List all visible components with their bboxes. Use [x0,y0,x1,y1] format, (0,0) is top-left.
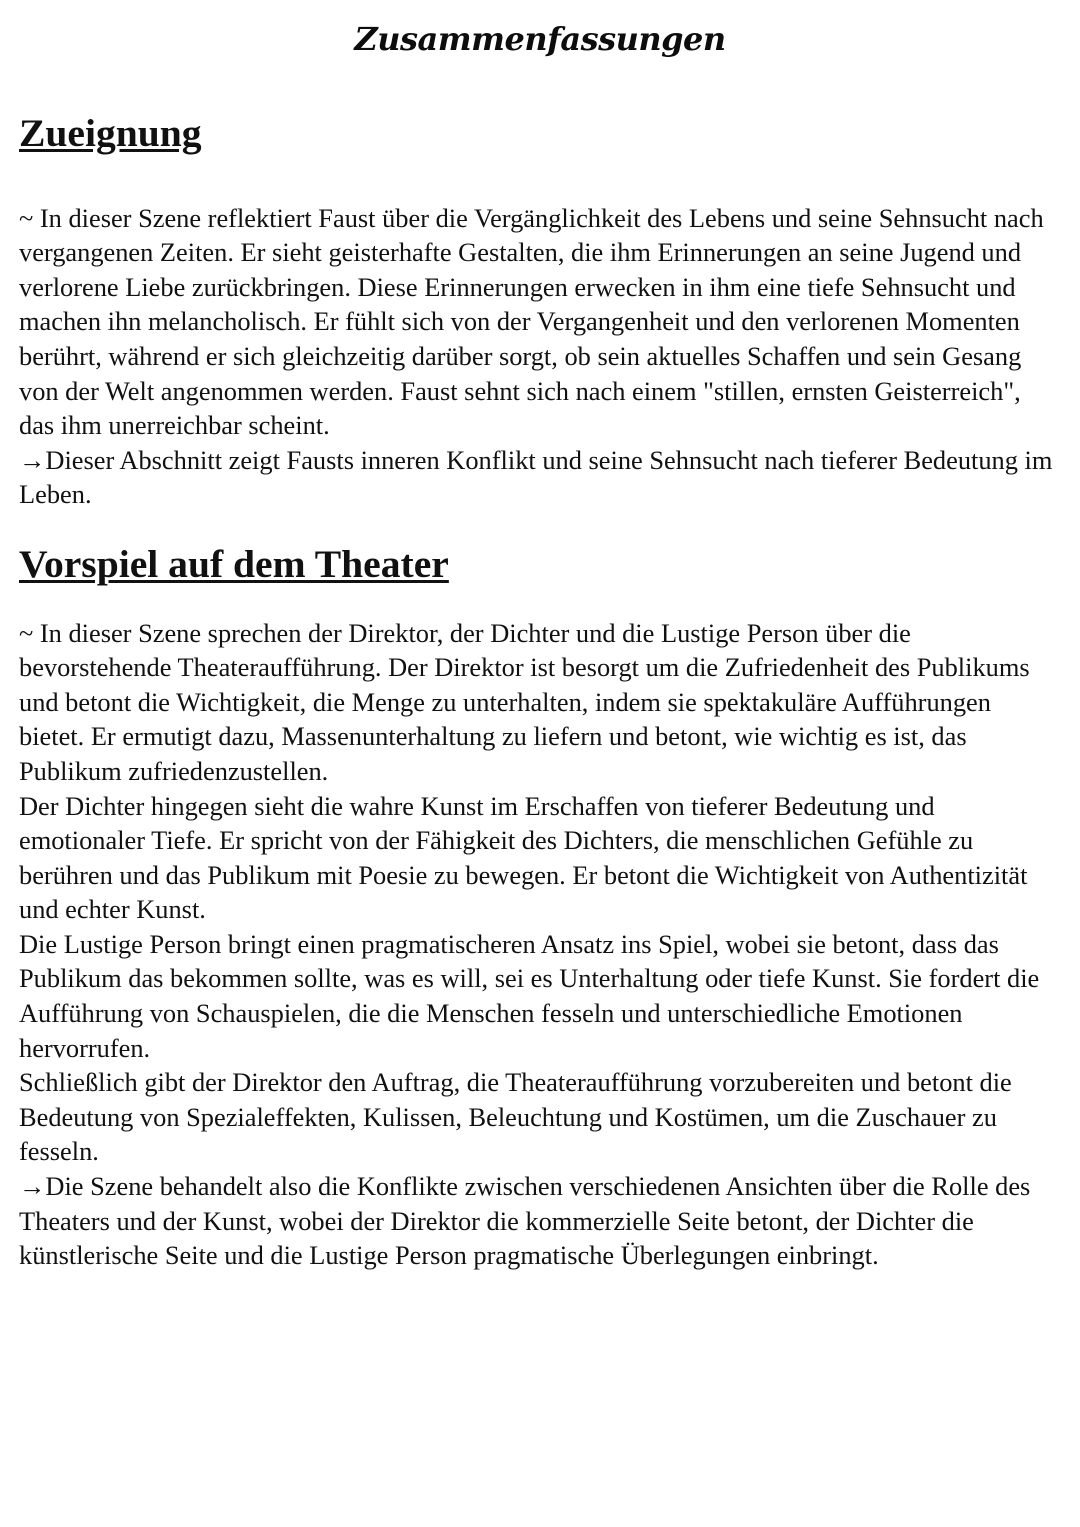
paragraph: ~ In dieser Szene sprechen der Direktor, der Dichter und die Lustige Person über die bevorstehende Theateraufführung. Der Direktor ist besorgt um die Zufriedenheit des Publikums und betont die Wichtigkeit, die Menge zu unterhalten, indem sie spektakuläre Aufführungen bietet. Er ermutigt dazu, Massenunterhaltung zu liefern und betont, wie wichtig es ist, das Publikum zufriedenzustellen. [19,617,1030,786]
document-body [19,111,1061,1273]
paragraph: Schließlich gibt der Direktor den Auftrag, die Theateraufführung vorzubereiten und betont die Bedeutung von Spezialeffekten, Kulissen, Beleuchtung und Kostümen, um die Zuschauer zu fesseln. [19,1067,1012,1167]
paragraph: Die Lustige Person bringt einen pragmatischeren Ansatz ins Spiel, wobei sie betont, dass das Publikum das bekommen sollte, was es will, sei es Unterhaltung oder tiefe Kunst. Sie fordert die Aufführung von Schauspielen, die die Menschen fesseln und unterschiedliche Emotionen hervorrufen. [19,928,1040,1063]
section-heading: Zueignung [19,111,202,155]
paragraph: →Die Szene behandelt also die Konflikte zwischen verschiedenen Ansichten über die Rolle des Theaters und der Kunst, wobei der Direktor die kommerzielle Seite betont, der Dichter die künstlerische Seite und die Lustige Person pragmatische Überlegungen einbringt. [19,1171,1031,1271]
paragraph: Der Dichter hingegen sieht die wahre Kunst im Erschaffen von tieferer Bedeutung und emotionaler Tiefe. Er spricht von der Fähigkeit des Dichters, die menschlichen Gefühle zu berühren und das Publikum mit Poesie zu bewegen. Er betont die Wichtigkeit von Authentizität und echter Kunst. [19,790,1028,925]
paragraph: ~ In dieser Szene reflektiert Faust über die Vergänglichkeit des Lebens und seine Sehnsucht nach vergangenen Zeiten. Er sieht geisterhafte Gestalten, die ihm Erinnerungen an seine Jugend und verlorene Liebe zurückbringen. Diese Erinnerungen erwecken in ihm eine tiefe Sehnsucht und machen ihn melancholisch. Er fühlt sich von der Vergangenheit und den verlorenen Momenten berührt, während er sich gleichzeitig darüber sorgt, ob sein aktuelles Schaffen und sein Gesang von der Welt angenommen werden. Faust sehnt sich nach einem "stillen, ernsten Geisterreich", das ihm unerreichbar scheint. [19,202,1044,441]
section-vorspiel [19,541,1061,1273]
paragraph: →Dieser Abschnitt zeigt Fausts inneren Konflikt und seine Sehnsucht nach tieferer Bedeutung im Leben. [19,444,1053,510]
section-zueignung [19,111,1061,512]
page-title: Zusammenfassungen [354,20,726,58]
section-heading: Vorspiel auf dem Theater [19,541,449,586]
